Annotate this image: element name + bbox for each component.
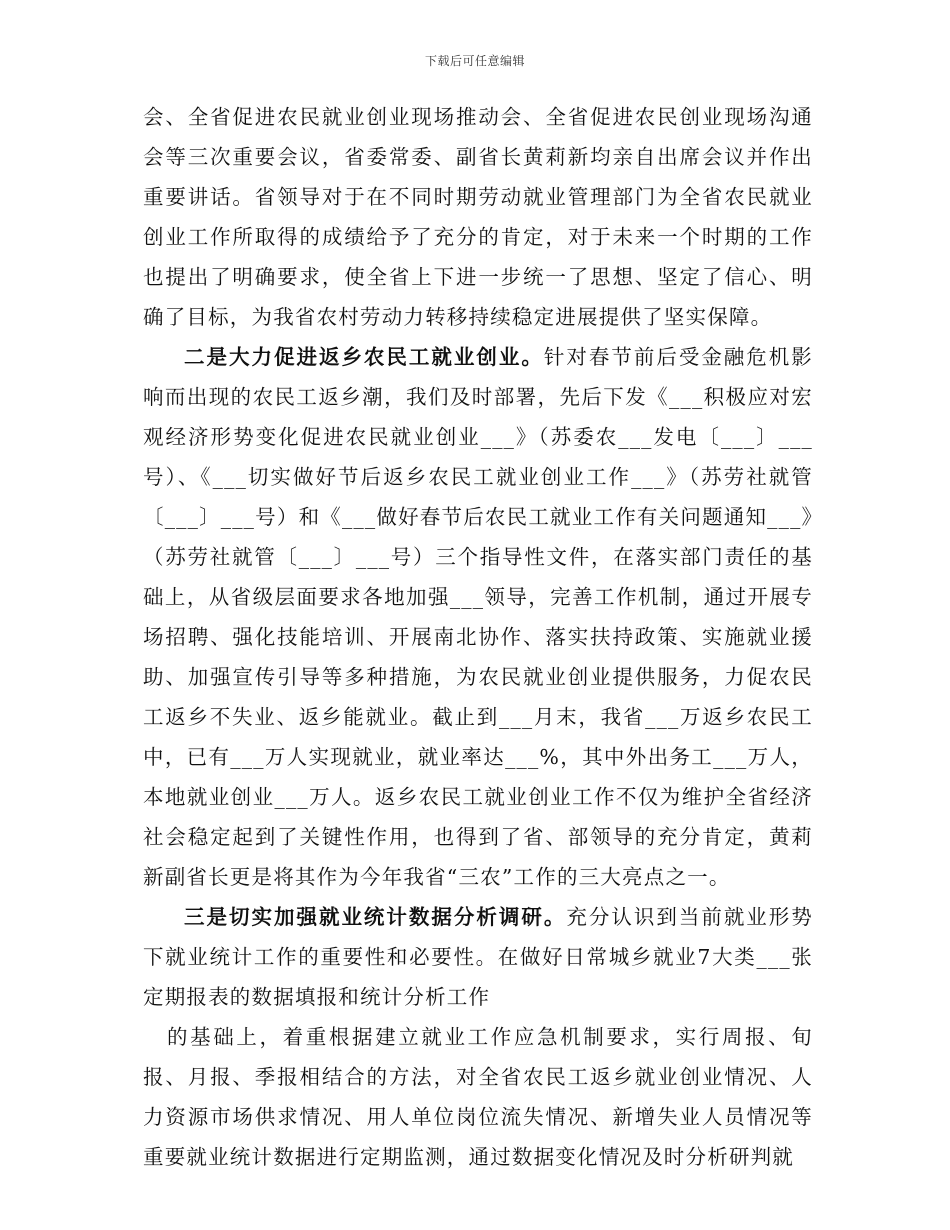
paragraph-text: 会、全省促进农民就业创业现场推动会、全省促进农民创业现场沟通会等三次重要会议，省委常委、副省长黄莉新均亲自出席会议并作出重要讲话。省领导对于在不同时期劳动就业管理部门为全省农民就业创业工作所取得的成绩给予了充分的肯定，对于未来一个时期的工作也提出了明确要求，使全省上下进一步统一了思想、坚定了信心、明确了目标，为我省农村劳动力转移持续稳定进展提供了坚实保障。 [143,105,813,329]
page-header-note: 下载后可任意编辑 [424,54,525,68]
paragraph-meetings [143,97,813,337]
paragraph-text: 的基础上，着重根据建立就业工作应急机制要求，实行周报、旬报、月报、季报相结合的方法，对全省农民工返乡就业创业情况、人力资源市场供求情况、用人单位岗位流失情况、新增失业人员情况等重要就业统计数据进行定期监测，通过数据变化情况及时分析研判就 [143,1025,813,1169]
paragraph-text: 充分认识到当前就业形势下就业统计工作的重要性和必要性。在做好日常城乡就业7大类___张定期报表的数据填报和统计分析工作 [143,905,813,1009]
paragraph-heading: 三是切实加强就业统计数据分析调研。 [184,905,567,929]
document-body [143,97,813,1177]
paragraph-heading: 二是大力促进返乡农民工就业创业。 [184,345,544,369]
paragraph-monitoring [143,1017,813,1177]
paragraph-text: 针对春节前后受金融危机影响而出现的农民工返乡潮，我们及时部署，先后下发《___积极应对宏观经济形势变化促进农民就业创业___》（苏委农___发电〔___〕___号）、《___切实做好节后返乡农民工就业创业工作___》（苏劳社就管〔___〕___号）和《___做好春节后农民工就业工作有关问题通知___》（苏劳社就管〔___〕___号）三个指导性文件，在落实部门责任的基础上，从省级层面要求各地加强___领导，完善工作机制，通过开展专场招聘、强化技能培训、开展南北协作、落实扶持政策、实施就业援助、加强宣传引导等多种措施，为农民就业创业提供服务，力促农民工返乡不失业、返乡能就业。截止到___月末，我省___万返乡农民工中，已有___万人实现就业，就业率达___%，其中外出务工___万人，本地就业创业___万人。返乡农民工就业创业工作不仅为维护全省经济社会稳定起到了关键性作用，也得到了省、部领导的充分肯定，黄莉新副省长更是将其作为今年我省“三农”工作的三大亮点之一。 [143,345,813,889]
paragraph-statistics [143,897,813,1017]
paragraph-returning-workers [143,337,813,897]
